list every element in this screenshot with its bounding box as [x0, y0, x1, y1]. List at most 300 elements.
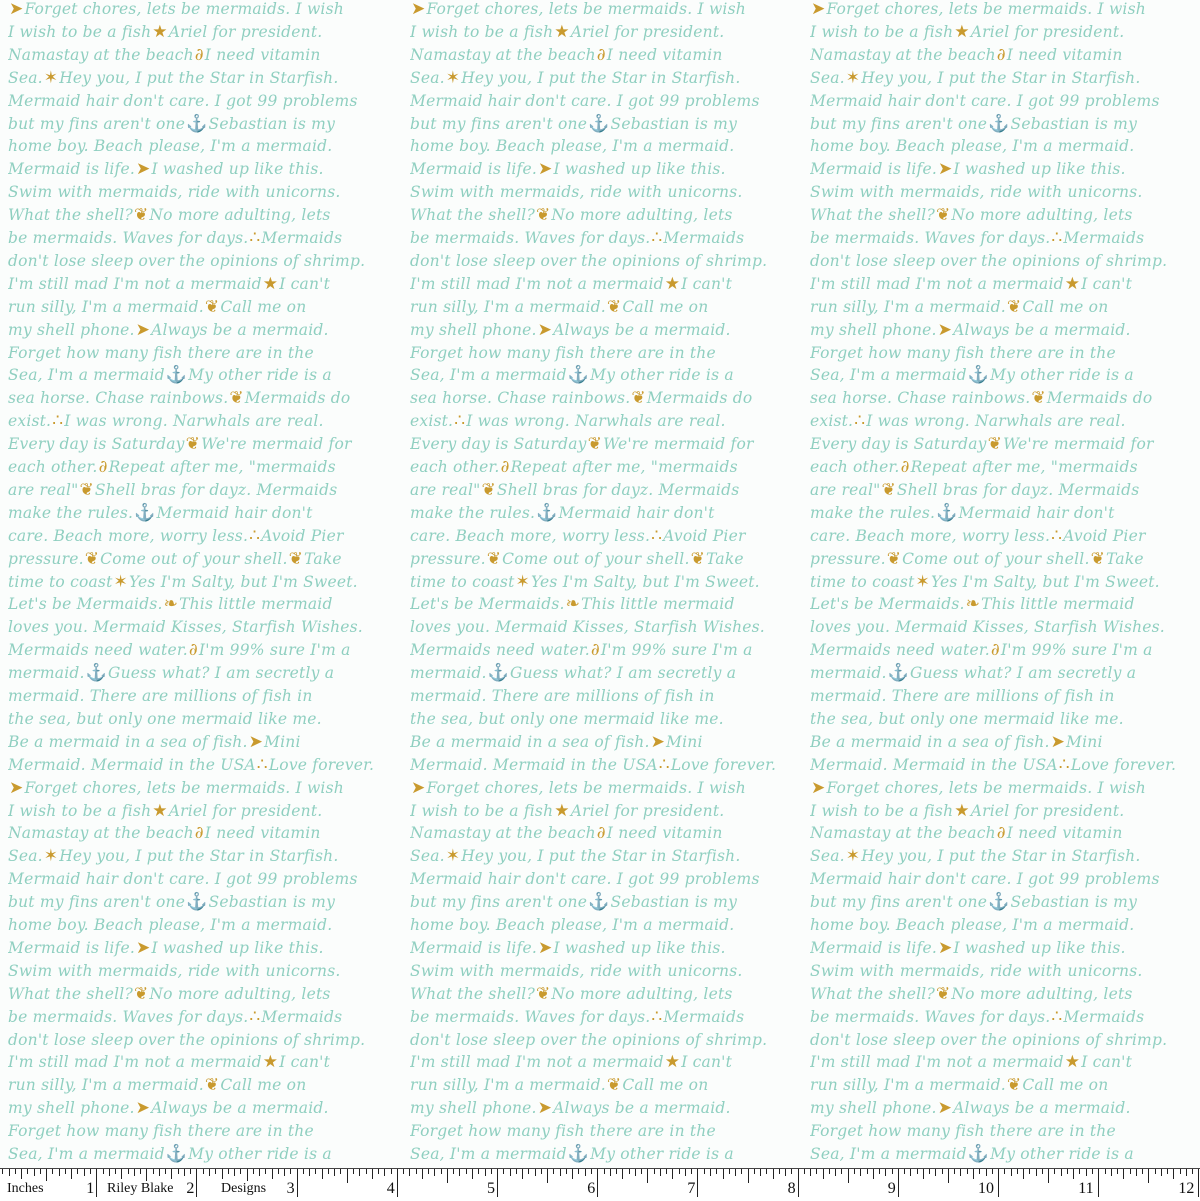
fabric-text: I washed up like this.: [553, 938, 726, 957]
fabric-text-line: [410, 708, 724, 731]
fabric-text: Sea, I'm a mermaid: [8, 1145, 165, 1163]
fabric-text: Sebastian is my: [610, 114, 738, 133]
fabric-text: Namastay at the beach: [810, 824, 996, 843]
fabric-text: Sea.: [410, 68, 445, 87]
fabric-text: Come out of your shell.: [502, 549, 690, 568]
fabric-text-line: [810, 319, 1131, 342]
fabric-text-line: [810, 90, 1160, 113]
fabric-text-line: [8, 1029, 365, 1052]
dots-icon: ∴: [1051, 1006, 1063, 1027]
fabric-text: Repeat after me, "mermaids: [510, 458, 738, 476]
fabric-text-line: [810, 571, 1160, 594]
ruler-tick: [528, 1169, 529, 1174]
fabric-text-line: [410, 135, 734, 158]
fabric-text: I wish to be a fish: [410, 801, 554, 820]
ruler-tick: [660, 1169, 661, 1176]
fabric-text: Be a mermaid in a sea of fish.: [810, 732, 1050, 751]
star-icon: ★: [262, 273, 279, 294]
fabric-text: but my fins aren't one: [410, 893, 588, 912]
fabric-text: Take: [304, 549, 342, 568]
fabric-text-line: [8, 571, 358, 594]
ruler-tick: [1142, 1169, 1143, 1174]
ruler-tick: [441, 1169, 442, 1174]
ruler-tick: [516, 1169, 517, 1174]
fabric-text: Ariel for president.: [168, 801, 323, 820]
ruler-tick: [597, 1169, 598, 1197]
fabric-text: home boy. Beach please, I'm a mermaid.: [810, 137, 1135, 156]
fabric-text: I need vitamin: [204, 45, 321, 64]
fabric-text: Forget chores, lets be mermaids. I wish: [826, 0, 1146, 18]
ruler-tick: [629, 1169, 630, 1174]
fabric-text: Sea.: [410, 847, 445, 866]
fabric-text: Forget chores, lets be mermaids. I wish: [826, 778, 1146, 797]
fabric-text: Guess what? I am secretly a: [510, 664, 737, 683]
ruler-tick: [1079, 1169, 1080, 1174]
fabric-text-line: [8, 502, 313, 525]
star-icon: ★: [664, 1052, 681, 1073]
fabric-text: make the rules.: [410, 503, 536, 522]
ruler-tick: [917, 1169, 918, 1174]
fabric-text-line: [8, 891, 335, 914]
fabric-text-line: [8, 181, 341, 204]
ruler-tick: [222, 1169, 223, 1179]
fabric-text: I was wrong. Narwhals are real.: [866, 412, 1126, 431]
fabric-text: No more adulting, lets: [951, 984, 1133, 1003]
fabric-text-line: [810, 204, 1133, 227]
fabric-text: I'm still mad I'm not a mermaid: [410, 1053, 664, 1072]
fabric-text-line: [8, 67, 339, 90]
fabric-text-line: [410, 0, 746, 21]
ruler-number: 7: [687, 1180, 696, 1197]
fabric-text-line: [410, 250, 767, 273]
ruler-tick: [259, 1169, 260, 1176]
fabric-text: be mermaids. Waves for days.: [8, 1007, 249, 1026]
anchor-icon: ⚓: [134, 502, 156, 523]
ruler-tick: [485, 1169, 486, 1176]
ruler-tick: [910, 1169, 911, 1176]
tail-icon: ➤: [537, 319, 553, 340]
ruler-tick: [178, 1169, 179, 1174]
anchor-icon: ⚓: [186, 892, 208, 913]
fabric-text: the sea, but only one mermaid like me.: [8, 709, 322, 728]
fabric-text-line: [410, 662, 736, 685]
starfish-icon: ✶: [845, 846, 861, 867]
fabric-text: Forget chores, lets be mermaids. I wish: [426, 778, 746, 797]
fabric-text: Mermaid is life.: [810, 160, 937, 179]
shell-icon: ❦: [987, 434, 1003, 455]
ruler-tick: [1036, 1169, 1037, 1176]
shell-icon: ❦: [886, 548, 902, 569]
ruler-tick: [535, 1169, 536, 1176]
shell-icon: ❦: [185, 434, 201, 455]
fabric-text: Mermaids need water.: [8, 641, 188, 660]
fabric-text: Call me on: [220, 297, 307, 316]
dots-icon: ∴: [651, 228, 663, 248]
ruler-tick: [848, 1169, 849, 1183]
fabric-text: What the shell?: [8, 984, 133, 1003]
ruler-tick: [973, 1169, 974, 1179]
fabric-text-line: [410, 1143, 734, 1166]
ruler-tick: [21, 1169, 22, 1179]
fabric-text-line: [8, 1120, 314, 1143]
fabric-text: What the shell?: [410, 984, 535, 1003]
fabric-text: Guess what? I am secretly a: [910, 664, 1137, 683]
shell-icon: ❦: [535, 983, 551, 1004]
ruler-number: 2: [186, 1180, 195, 1197]
fabric-text: Sea.: [8, 847, 43, 866]
fabric-text: but my fins aren't one: [8, 114, 186, 133]
shell-icon: ❦: [1006, 1075, 1022, 1096]
fabric-text: I can't: [279, 1053, 331, 1072]
fabric-text: be mermaids. Waves for days.: [810, 1007, 1051, 1026]
fabric-text: be mermaids. Waves for days.: [810, 229, 1051, 247]
ruler-tick: [128, 1169, 129, 1174]
fabric-text: Call me on: [622, 297, 709, 316]
fabric-text: I'm still mad I'm not a mermaid: [810, 274, 1064, 293]
ruler-tick: [459, 1169, 460, 1176]
fabric-text: Repeat after me, "mermaids: [108, 458, 336, 476]
fabric-text: run silly, I'm a mermaid.: [810, 1076, 1006, 1095]
fabric-text-line: [410, 914, 734, 937]
fabric-text: I wish to be a fish: [410, 22, 554, 41]
fabric-text: Forget how many fish there are in the: [410, 1122, 716, 1141]
ruler-tick: [697, 1169, 698, 1197]
anchor-icon: ⚓: [588, 892, 610, 913]
ruler-tick: [466, 1169, 467, 1174]
fabric-text: but my fins aren't one: [810, 893, 988, 912]
star-icon: ★: [954, 21, 970, 42]
ruler-tick: [84, 1169, 85, 1176]
shell-icon: ❦: [631, 388, 646, 409]
fabric-text: care. Beach more, worry less.: [810, 526, 1051, 545]
fabric-text-line: [410, 21, 724, 44]
fabric-text: pressure.: [410, 549, 486, 568]
fabric-text-line: [8, 708, 322, 731]
fabric-text: each other.: [410, 458, 500, 476]
fabric-text-line: [410, 1074, 708, 1097]
fabric-text: Forget chores, lets be mermaids. I wish: [24, 778, 344, 797]
fabric-text: Namastay at the beach: [410, 824, 596, 843]
ruler-tick: [422, 1169, 423, 1179]
fabric-text: Sea, I'm a mermaid: [410, 366, 567, 385]
star-icon: ★: [262, 1052, 279, 1073]
fabric-text: time to coast: [410, 572, 515, 591]
shell-icon: ❦: [1090, 548, 1106, 569]
shells-icon: ∂: [500, 457, 510, 477]
ruler-tick: [1186, 1169, 1187, 1176]
ruler-tick: [1192, 1169, 1193, 1174]
fabric-text: What the shell?: [810, 984, 935, 1003]
fabric-text-line: [8, 1074, 306, 1097]
fabric-text-line: [810, 983, 1133, 1006]
ruler-tick: [948, 1169, 949, 1183]
fabric-text: Mermaids do: [646, 389, 753, 408]
fabric-text-line: [410, 44, 723, 67]
fabric-text-line: [410, 777, 746, 800]
fabric-text-line: [410, 410, 726, 433]
ruler-tick: [1067, 1169, 1068, 1174]
tail-icon: ➤: [538, 937, 553, 958]
ruler-tick: [2, 1169, 3, 1174]
shell-icon: ❦: [204, 296, 220, 317]
fabric-text: Every day is Saturday: [810, 435, 987, 454]
fabric-text-line: [410, 845, 741, 868]
fabric-text: Come out of your shell.: [100, 549, 288, 568]
ruler-tick: [65, 1169, 66, 1174]
ruler-tick: [328, 1169, 329, 1174]
shells-icon: ∂: [194, 823, 204, 844]
ruler-tick: [503, 1169, 504, 1174]
shell-icon: ❦: [84, 548, 100, 569]
starfish-icon: ✶: [845, 67, 861, 88]
ruler-tick: [447, 1169, 448, 1183]
fabric-text: Hey you, I put the Star in Starfish.: [861, 68, 1141, 87]
tail-icon: ➤: [937, 319, 953, 340]
fabric-text-line: [8, 44, 321, 67]
ruler-tick: [234, 1169, 235, 1176]
fabric-text: my shell phone.: [410, 320, 537, 339]
fabric-text: Always be a mermaid.: [953, 320, 1131, 339]
fabric-text: Sebastian is my: [1010, 893, 1138, 912]
fabric-text-line: [8, 822, 321, 845]
ruler-tick: [353, 1169, 354, 1174]
ruler-tick: [1042, 1169, 1043, 1174]
tail-icon: ➤: [937, 1098, 953, 1119]
fabric-text: No more adulting, lets: [149, 206, 331, 225]
fabric-text: Take: [706, 549, 744, 568]
text-column: [410, 0, 802, 1168]
starfish-icon: ✶: [445, 67, 461, 88]
ruler-tick: [1167, 1169, 1168, 1174]
shell-icon: ❦: [204, 1075, 220, 1096]
ruler-tick: [541, 1169, 542, 1174]
fabric-text: Swim with mermaids, ride with unicorns.: [8, 183, 341, 202]
fabric-text-line: [8, 296, 306, 319]
ruler-number: 10: [978, 1180, 994, 1197]
ruler-tick: [923, 1169, 924, 1179]
fabric-text-line: [8, 960, 341, 983]
ruler-tick: [1073, 1169, 1074, 1179]
shells-icon: ∂: [996, 44, 1006, 65]
starfish-icon: ✶: [515, 571, 530, 592]
fabric-text: Mermaid. Mermaid in the USA: [410, 755, 658, 774]
fabric-text: Mermaid hair don't: [558, 503, 715, 522]
fabric-text-line: [8, 433, 352, 456]
fabric-text: Namastay at the beach: [410, 45, 596, 64]
fabric-text: but my fins aren't one: [810, 114, 988, 133]
fabric-text: I need vitamin: [1006, 45, 1123, 64]
fabric-text-line: [410, 433, 754, 456]
ruler-tick: [766, 1169, 767, 1174]
fabric-text: Mermaid hair don't care. I got 99 problems: [810, 91, 1160, 110]
fabric-text-line: [410, 1097, 731, 1120]
fabric-text-line: [810, 342, 1116, 365]
fabric-text: are real": [410, 480, 481, 499]
fabric-text-line: [810, 960, 1143, 983]
fabric-text: each other.: [810, 458, 900, 476]
fabric-text-line: [410, 616, 765, 639]
fabric-text: Let's be Mermaids.: [8, 595, 163, 614]
fabric-text-line: [810, 1029, 1167, 1052]
anchor-icon: ⚓: [536, 502, 558, 523]
ruler-tick: [835, 1169, 836, 1176]
fabric-text-line: [810, 685, 1115, 708]
fabric-text-line: [810, 364, 1134, 387]
ruler-tick: [272, 1169, 273, 1179]
ruler-tick: [171, 1169, 172, 1179]
fabric-text-line: [8, 1143, 332, 1166]
fabric-text: Always be a mermaid.: [553, 1099, 731, 1118]
fabric-text: Mermaids: [663, 229, 745, 247]
fabric-text-line: [810, 800, 1124, 823]
fabric-text: Avoid Pier: [261, 526, 344, 545]
ruler-tick: [741, 1169, 742, 1174]
fabric-text: Shell bras for dayz. Mermaids: [896, 480, 1140, 499]
fabric-text: care. Beach more, worry less.: [410, 526, 651, 545]
ruler-tick: [929, 1169, 930, 1174]
ruler-tick: [1180, 1169, 1181, 1174]
fabric-text: be mermaids. Waves for days.: [8, 229, 249, 247]
ruler-tick: [59, 1169, 60, 1176]
ruler-number: 3: [286, 1180, 295, 1197]
ruler-tick: [578, 1169, 579, 1174]
fabric-text-line: [410, 1029, 767, 1052]
fabric-text: exist.: [410, 412, 454, 431]
ruler-tick: [1148, 1169, 1149, 1183]
fabric-text: Always be a mermaid.: [553, 320, 731, 339]
ruler-tick: [754, 1169, 755, 1174]
fabric-text: Swim with mermaids, ride with unicorns.: [810, 961, 1143, 980]
fabric-text-line: [810, 1074, 1108, 1097]
fabric-text: I can't: [1081, 274, 1133, 293]
fabric-text-line: [810, 502, 1115, 525]
fabric-text-line: [410, 685, 715, 708]
ruler-tick: [315, 1169, 316, 1174]
fabric-text-line: [810, 113, 1137, 136]
fabric-text: Ariel for president.: [168, 22, 323, 41]
fabric-text: I'm still mad I'm not a mermaid: [410, 274, 664, 293]
fabric-text: time to coast: [810, 572, 915, 591]
fabric-text: Sea.: [810, 68, 845, 87]
fabric-text: run silly, I'm a mermaid.: [410, 1076, 606, 1095]
fabric-text-line: [810, 296, 1108, 319]
star-icon: ★: [554, 800, 570, 821]
fabric-text: Love forever.: [670, 755, 777, 774]
ruler-tick: [1023, 1169, 1024, 1179]
ruler-tick: [841, 1169, 842, 1174]
fabric-text: Mini: [1066, 732, 1103, 751]
fabric-text: sea horse. Chase rainbows.: [410, 389, 631, 408]
fabric-text-line: [8, 845, 339, 868]
fabric-text: Avoid Pier: [663, 526, 746, 545]
fabric-text-line: [410, 273, 732, 296]
fabric-text: Forget how many fish there are in the: [810, 343, 1116, 362]
fabric-text: Every day is Saturday: [410, 435, 587, 454]
ruler-tick: [159, 1169, 160, 1176]
ruler-tick: [760, 1169, 761, 1176]
fabric-text-line: [810, 639, 1153, 662]
ruler-number: 8: [787, 1180, 796, 1197]
ruler-tick: [547, 1169, 548, 1183]
fabric-text-line: [810, 158, 1126, 181]
fabric-text-line: [8, 548, 342, 571]
ruler-tick: [103, 1169, 104, 1174]
fabric-text: This little mermaid: [179, 595, 333, 614]
ruler-tick: [616, 1169, 617, 1174]
ruler-tick: [591, 1169, 592, 1174]
fabric-text: Mermaids: [663, 1007, 745, 1026]
ruler-tick: [359, 1169, 360, 1176]
ruler-tick: [904, 1169, 905, 1174]
ruler-brand-label: Riley Blake: [104, 1181, 177, 1197]
fabric-text: Mermaid hair don't care. I got 99 problems: [810, 870, 1160, 889]
shells-icon: ∂: [194, 44, 204, 65]
ruler-tick: [1029, 1169, 1030, 1174]
ruler-tick: [510, 1169, 511, 1176]
fabric-text-line: [410, 227, 744, 250]
fabric-text-line: [810, 937, 1126, 960]
fabric-text-line: [810, 616, 1165, 639]
fabric-text-line: [810, 891, 1137, 914]
fabric-text-line: [8, 754, 374, 777]
fabric-text-line: [410, 479, 739, 502]
ruler-tick: [553, 1169, 554, 1174]
fabric-text: Sebastian is my: [208, 893, 336, 912]
ruler-tick: [823, 1169, 824, 1179]
starfish-icon: ✶: [113, 571, 128, 592]
star-icon: ★: [554, 21, 570, 42]
fabric-text-line: [8, 662, 334, 685]
ruler-tick: [96, 1169, 97, 1197]
fabric-text: I need vitamin: [606, 824, 723, 843]
fabric-text-line: [8, 387, 350, 410]
fabric-text: Always be a mermaid.: [151, 1099, 329, 1118]
ruler-tick: [1117, 1169, 1118, 1174]
fabric-text-line: [410, 868, 760, 891]
fabric-text: be mermaids. Waves for days.: [410, 1007, 651, 1026]
shells-icon: ∂: [596, 44, 606, 65]
shell-icon: ❦: [881, 479, 896, 500]
fabric-text-line: [810, 1120, 1116, 1143]
fabric-text-line: [410, 754, 776, 777]
fabric-text: I washed up like this.: [953, 938, 1126, 957]
shell-icon: ❦: [690, 548, 706, 569]
fabric-text: home boy. Beach please, I'm a mermaid.: [410, 916, 735, 934]
shells-icon: ∂: [590, 640, 600, 661]
ruler-tick: [967, 1169, 968, 1174]
fabric-text-line: [810, 593, 1135, 616]
ruler-tick: [860, 1169, 861, 1176]
ruler-tick: [409, 1169, 410, 1176]
fabric-text: Shell bras for dayz. Mermaids: [496, 480, 740, 499]
fabric-text: I can't: [681, 1053, 733, 1072]
ruler-tick: [416, 1169, 417, 1174]
fabric-text: the sea, but only one mermaid like me.: [810, 709, 1124, 728]
ruler-tick: [90, 1169, 91, 1174]
fabric-text-line: [810, 708, 1124, 731]
ruler-tick: [478, 1169, 479, 1174]
fabric-text: No more adulting, lets: [149, 984, 331, 1003]
fabric-text-line: [410, 639, 753, 662]
tail-icon: ➤: [9, 777, 24, 798]
shells-icon: ∂: [900, 457, 910, 477]
ruler-tick: [522, 1169, 523, 1179]
shells-icon: ∂: [188, 640, 198, 661]
fabric-text-line: [8, 456, 336, 479]
fabric-text: I wish to be a fish: [8, 801, 152, 820]
fabric-text: Mermaid hair don't care. I got 99 problems: [8, 91, 358, 110]
starfish-icon: ✶: [445, 846, 461, 867]
